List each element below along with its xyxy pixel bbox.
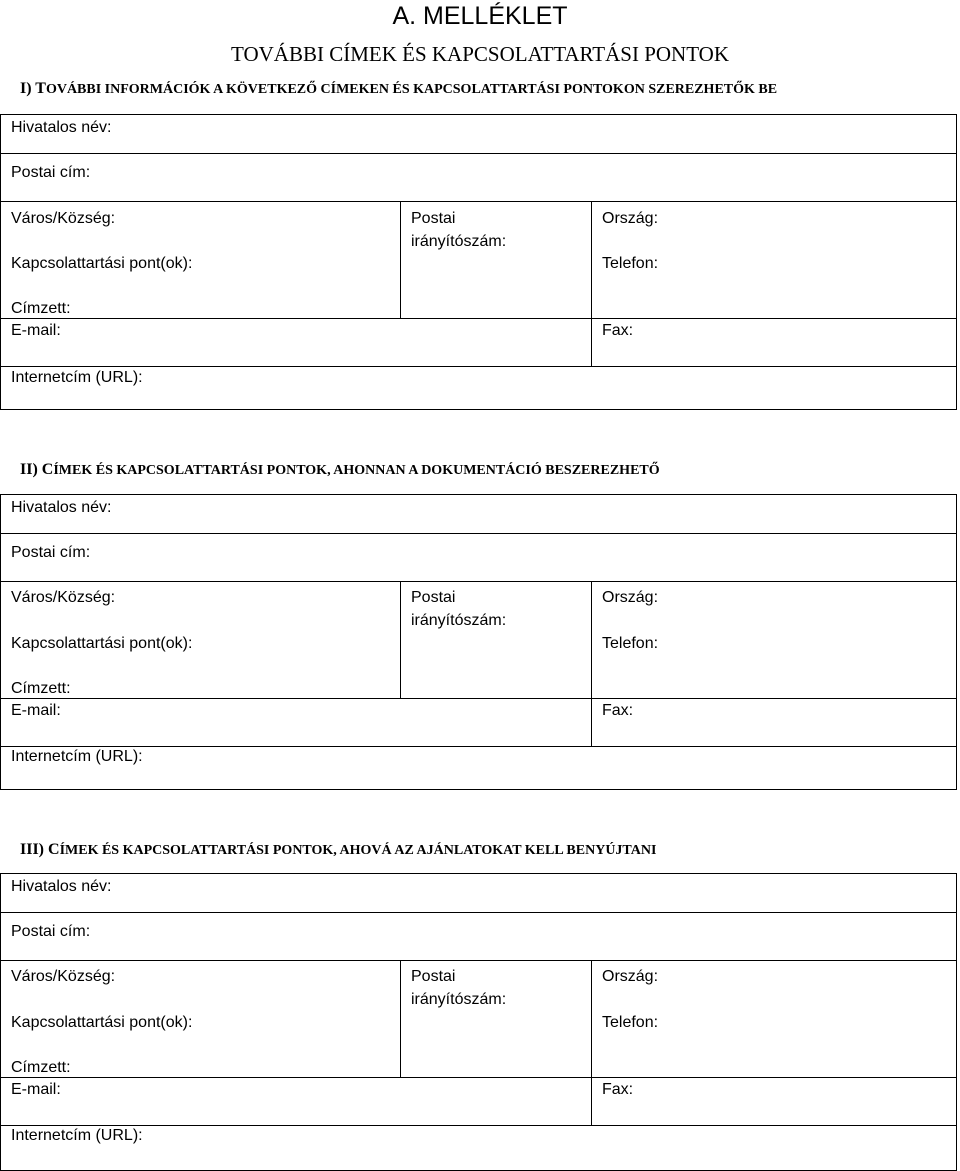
- contact-points-field[interactable]: Kapcsolattartási pont(ok):: [11, 1014, 193, 1031]
- row-divider: [1, 318, 956, 319]
- attention-field[interactable]: Címzett:: [11, 1059, 71, 1076]
- section-heading-text: OVÁBBI INFORMÁCIÓK A KÖVETKEZŐ CÍMEKEN ÉS KAPCSOLATTARTÁSI PONTOKON SZEREZHETŐK BE: [45, 82, 778, 97]
- row-divider: [1, 153, 956, 154]
- row-divider: [1, 581, 956, 582]
- official-name-field[interactable]: Hivatalos név:: [11, 878, 112, 895]
- row-divider: [1, 201, 956, 202]
- section-heading-text: ÍMEK ÉS KAPCSOLATTARTÁSI PONTOK, AHOVÁ AZ AJÁNLATOKAT KELL BENYÚJTANI: [59, 843, 657, 858]
- contact-form: [0, 114, 957, 410]
- section-heading: [20, 841, 656, 860]
- email-field[interactable]: E-mail:: [11, 1081, 61, 1098]
- column-divider: [400, 201, 401, 318]
- fax-field[interactable]: Fax:: [602, 702, 634, 719]
- column-divider: [591, 960, 592, 1125]
- contact-points-field[interactable]: Kapcsolattartási pont(ok):: [11, 635, 193, 652]
- postal-code-field[interactable]: Postai: [411, 968, 456, 985]
- row-divider: [1, 366, 956, 367]
- row-divider: [1, 1077, 956, 1078]
- row-divider: [1, 698, 956, 699]
- section-prefix: III) C: [20, 841, 60, 858]
- phone-field[interactable]: Telefon:: [602, 1014, 659, 1031]
- url-field[interactable]: Internetcím (URL):: [11, 369, 143, 386]
- column-divider: [591, 201, 592, 366]
- section-prefix: I) T: [20, 80, 46, 97]
- column-divider: [400, 581, 401, 698]
- column-divider: [591, 581, 592, 746]
- phone-field[interactable]: Telefon:: [602, 635, 659, 652]
- row-divider: [1, 746, 956, 747]
- section-prefix: II) C: [20, 461, 54, 478]
- email-field[interactable]: E-mail:: [11, 322, 61, 339]
- postal-code-field-line2: irányítószám:: [411, 233, 507, 250]
- annex-title: A. MELLÉKLET: [392, 2, 568, 30]
- fax-field[interactable]: Fax:: [602, 322, 634, 339]
- postal-code-field-line2: irányítószám:: [411, 991, 507, 1008]
- country-field[interactable]: Ország:: [602, 589, 659, 606]
- row-divider: [1, 533, 956, 534]
- fax-field[interactable]: Fax:: [602, 1081, 634, 1098]
- annex-subtitle: TOVÁBBI CÍMEK ÉS KAPCSOLATTARTÁSI PONTOK: [231, 42, 729, 66]
- city-field[interactable]: Város/Község:: [11, 968, 116, 985]
- contact-form: [0, 873, 957, 1171]
- contact-form: [0, 494, 957, 790]
- email-field[interactable]: E-mail:: [11, 702, 61, 719]
- postal-address-field[interactable]: Postai cím:: [11, 544, 91, 561]
- postal-code-field[interactable]: Postai: [411, 589, 456, 606]
- row-divider: [1, 960, 956, 961]
- official-name-field[interactable]: Hivatalos név:: [11, 119, 112, 136]
- section-heading-text: ÍMEK ÉS KAPCSOLATTARTÁSI PONTOK, AHONNAN A DOKUMENTÁCIÓ BESZEREZHETŐ: [53, 463, 660, 478]
- contact-points-field[interactable]: Kapcsolattartási pont(ok):: [11, 255, 193, 272]
- official-name-field[interactable]: Hivatalos név:: [11, 499, 112, 516]
- phone-field[interactable]: Telefon:: [602, 255, 659, 272]
- row-divider: [1, 1125, 956, 1126]
- row-divider: [1, 912, 956, 913]
- url-field[interactable]: Internetcím (URL):: [11, 748, 143, 765]
- country-field[interactable]: Ország:: [602, 968, 659, 985]
- url-field[interactable]: Internetcím (URL):: [11, 1127, 143, 1144]
- column-divider: [400, 960, 401, 1077]
- city-field[interactable]: Város/Község:: [11, 589, 116, 606]
- postal-address-field[interactable]: Postai cím:: [11, 923, 91, 940]
- section-heading: [20, 461, 660, 480]
- country-field[interactable]: Ország:: [602, 210, 659, 227]
- city-field[interactable]: Város/Község:: [11, 210, 116, 227]
- attention-field[interactable]: Címzett:: [11, 300, 71, 317]
- attention-field[interactable]: Címzett:: [11, 680, 71, 697]
- postal-code-field-line2: irányítószám:: [411, 612, 507, 629]
- postal-address-field[interactable]: Postai cím:: [11, 164, 91, 181]
- section-heading: [20, 80, 777, 99]
- postal-code-field[interactable]: Postai: [411, 210, 456, 227]
